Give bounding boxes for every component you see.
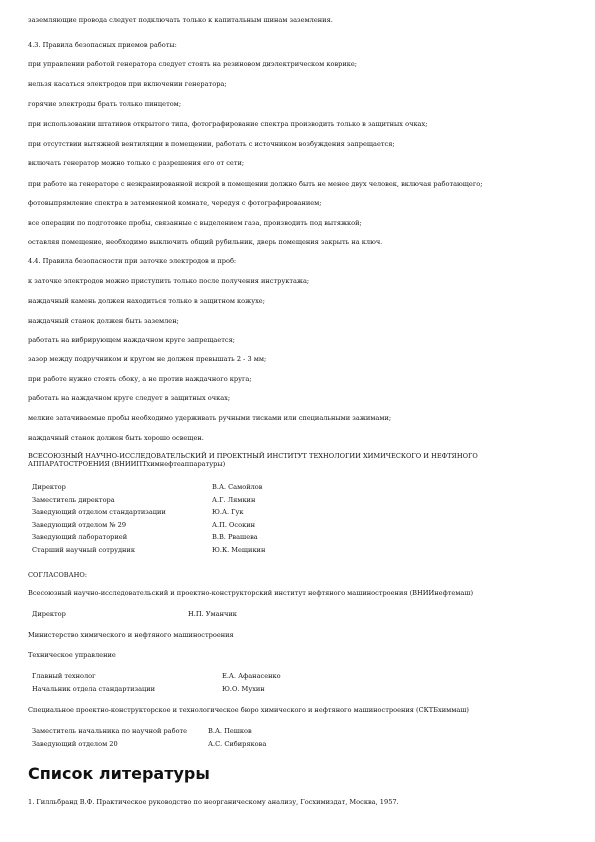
signatory-role: Заместитель начальника по научной работе bbox=[32, 727, 188, 735]
signatory-role: Главный технолог bbox=[32, 672, 96, 680]
body-line: наждачный станок должен быть заземлен; bbox=[28, 317, 179, 325]
body-line: работать на вибрирующем наждачном круге запрещается; bbox=[28, 336, 235, 344]
body-line: оставляя помещение, необходимо выключить общий рубильник, дверь помещения закрыть на ключ. bbox=[28, 238, 383, 246]
signatory-name: В.В. Рвашева bbox=[212, 533, 258, 541]
body-line: работать на наждачном круге следует в защитных очках; bbox=[28, 394, 231, 402]
body-line: при использовании штативов открытого типа, фотографирование спектра производить только в защитных очках; bbox=[28, 120, 428, 128]
body-line: к заточке электродов можно приступить только после получения инструктажа; bbox=[28, 277, 310, 285]
signatory-name: А.С. Сибирякова bbox=[208, 740, 267, 748]
institute-name: ВСЕСОЮЗНЫЙ НАУЧНО-ИССЛЕДОВАТЕЛЬСКИЙ И ПРОЕКТНЫЙ ИНСТИТУТ ТЕХНОЛОГИИ ХИМИЧЕСКОГО И НЕФТЯНОГО АППАРАТОСТРОЕНИЯ (ВНИИПТхимнефтеаппаратуры) bbox=[28, 452, 478, 468]
body-line: при отсутствии вытяжной вентиляции в помещении, работать с источником возбуждения запрещается; bbox=[28, 140, 395, 148]
body-line: наждачный станок должен быть хорошо освещен. bbox=[28, 434, 204, 442]
signatory-role: Заведующий отделом № 29 bbox=[32, 521, 127, 529]
signatory-role: Заместитель директора bbox=[32, 496, 115, 504]
body-line: при работе на генераторе с неэкранированной искрой в помещении должно быть не менее двух человек, включая работающего; bbox=[28, 180, 483, 188]
signatory-role: Заведующий отделом стандартизации bbox=[32, 508, 166, 516]
signatory-name: Ю.А. Гук bbox=[212, 508, 244, 516]
signatory-role: Заведующий отделом 20 bbox=[32, 740, 118, 748]
reference-item: 1. Гилльбранд В.Ф. Практическое руководство по неорганическому анализу, Госхимиздат, Москва, 1957. bbox=[28, 798, 399, 806]
signatory-role: Начальник отдела стандартизации bbox=[32, 685, 156, 693]
signatory-name: В.А. Пешков bbox=[208, 727, 252, 735]
body-line: все операции по подготовке пробы, связанные с выделением газа, производить под вытяжкой; bbox=[28, 219, 362, 227]
body-line: при работе нужно стоять сбоку, а не против наждачного круга; bbox=[28, 375, 252, 383]
body-line: фотовыпрямление спектра в затемненной комнате, чередуя с фотографированием; bbox=[28, 199, 322, 207]
signatory-role: Директор bbox=[32, 610, 66, 618]
body-line: нельзя касаться электродов при включении генератора; bbox=[28, 80, 227, 88]
agreed-label: СОГЛАСОВАНО: bbox=[28, 571, 87, 579]
department-name: Техническое управление bbox=[28, 651, 116, 659]
signatory-role: Заведующий лабораторией bbox=[32, 533, 128, 541]
signatory-name: А.Г. Лямкин bbox=[212, 496, 256, 504]
signatory-name: Е.А. Афанасенко bbox=[222, 672, 281, 680]
body-line: при управлении работой генератора следует стоять на резиновом диэлектрическом коврике; bbox=[28, 60, 358, 68]
references-heading: Список литературы bbox=[28, 764, 210, 783]
body-line: мелкие затачиваемые пробы необходимо удерживать ручными тисками или специальными зажимами; bbox=[28, 414, 392, 422]
signatory-name: Н.П. Уманчик bbox=[188, 610, 237, 618]
signatory-name: В.А. Самойлов bbox=[212, 483, 263, 491]
niineftemash-name: Всесоюзный научно-исследовательский и проектно-конструкторский институт нефтяного машиностроения (ВНИИнефтемаш) bbox=[28, 589, 474, 597]
body-line: включать генератор можно только с разрешения его от сети; bbox=[28, 159, 245, 167]
body-line: наждачный камень должен находиться только в защитном кожухе; bbox=[28, 297, 265, 305]
body-line: горячие электроды брать только пинцетом; bbox=[28, 100, 182, 108]
section-heading: 4.3. Правила безопасных приемов работы: bbox=[28, 41, 177, 49]
signatory-role: Старший научный сотрудник bbox=[32, 546, 135, 554]
ministry-name: Министерство химического и нефтяного машиностроения bbox=[28, 631, 234, 639]
ckb-name: Специальное проектно-конструкторское и технологическое бюро химического и нефтяного машиностроения (СКТБхиммаш) bbox=[28, 706, 469, 714]
signatory-name: Ю.О. Мухин bbox=[222, 685, 265, 693]
section-heading: 4.4. Правила безопасности при заточке электродов и проб: bbox=[28, 257, 237, 265]
body-line: заземляющие провода следует подключать только к капитальным шинам заземления. bbox=[28, 16, 333, 24]
signatory-name: А.П. Осокин bbox=[212, 521, 256, 529]
signatory-name: Ю.К. Мещикин bbox=[212, 546, 266, 554]
body-line: зазор между подручником и кругом не должен превышать 2 - 3 мм; bbox=[28, 355, 267, 363]
signatory-role: Директор bbox=[32, 483, 66, 491]
